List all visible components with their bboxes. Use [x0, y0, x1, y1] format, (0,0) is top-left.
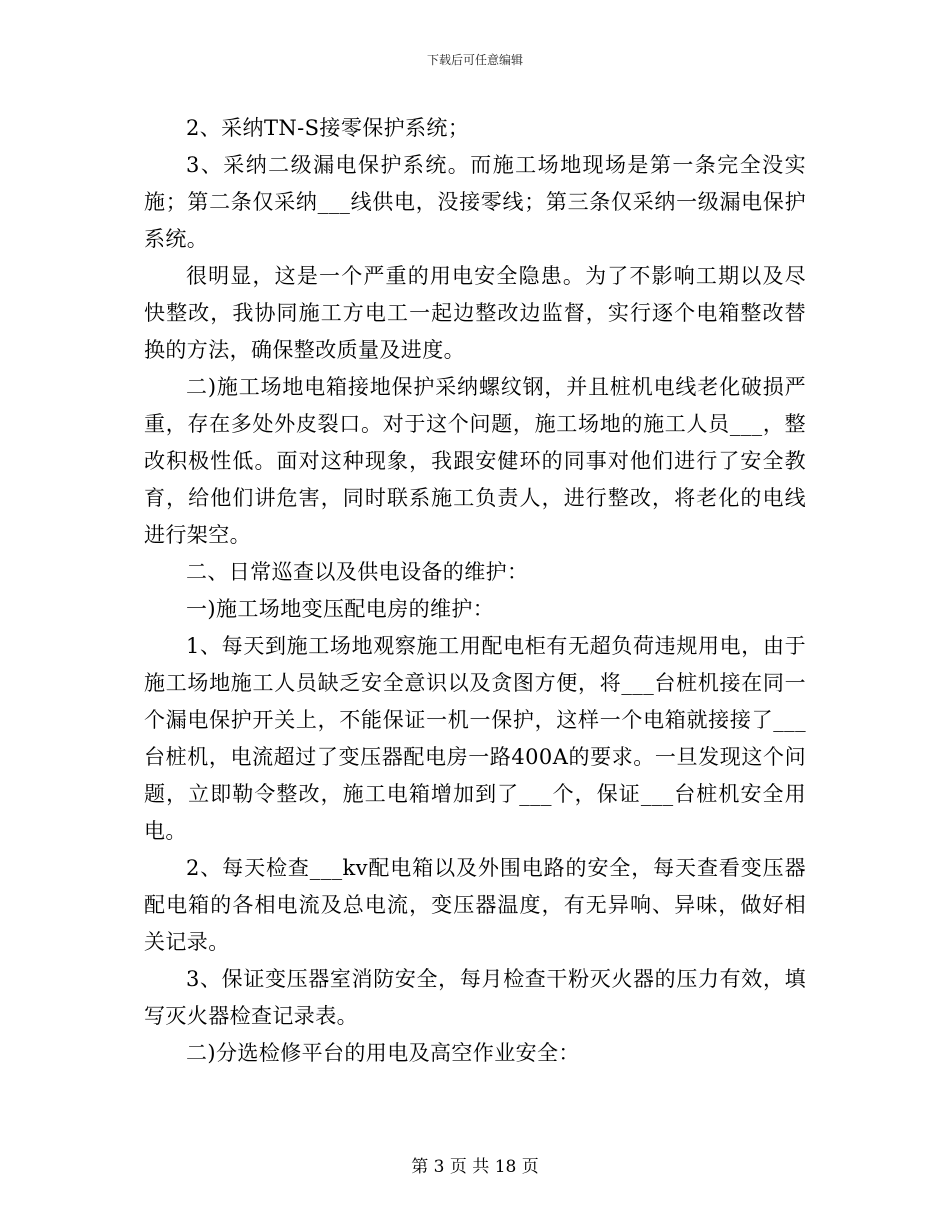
paragraph-kv-check: 2、每天检查___kv配电箱以及外围电路的安全，每天查看变压器配电箱的各相电流及总电流，变压器温度，有无异响、异味，做好相关记录。	[144, 856, 806, 954]
paragraph-safety-hazard: 很明显，这是一个严重的用电安全隐患。为了不影响工期以及尽快整改，我协同施工方电工一起边整改边监督，实行逐个电箱整改替换的方法，确保整改质量及进度。	[144, 264, 806, 362]
section-heading-daily-inspection: 二、日常巡查以及供电设备的维护：	[186, 560, 529, 584]
paragraph-overload-check: 1、每天到施工场地观察施工用配电柜有无超负荷违规用电，由于施工场地施工人员缺乏安全意识以及贪图方便，将___台桩机接在同一个漏电保护开关上，不能保证一机一保护，这样一个电箱就接接了___台桩机，电流超过了变压器配电房一路400A的要求。一旦发现这个问题，立即勒令整改，施工电箱增加到了___个，保证___台桩机安全用电。	[144, 634, 806, 843]
paragraph-fire-safety: 3、保证变压器室消防安全，每月检查干粉灭火器的压力有效，填写灭火器检查记录表。	[144, 967, 806, 1028]
page-number: 第 3 页 共 18 页	[411, 1157, 539, 1177]
document-body	[144, 110, 806, 1072]
page-header-note: 下载后可任意编辑	[426, 53, 523, 67]
subsection-heading-substation: 一)施工场地变压配电房的维护：	[186, 597, 495, 621]
paragraph-grounding: 二)施工场地电箱接地保护采纳螺纹钢，并且桩机电线老化破损严重，存在多处外皮裂口。对于这个问题，施工场地的施工人员___，整改积极性低。面对这种现象，我跟安健环的同事对他们进行了安全教育，给他们讲危害，同时联系施工负责人，进行整改，将老化的电线进行架空。	[144, 375, 806, 547]
paragraph-tn-s: 2、采纳TN-S接零保护系统；	[186, 116, 470, 140]
subsection-heading-platform: 二)分选检修平台的用电及高空作业安全：	[186, 1041, 580, 1065]
paragraph-leakage-protection: 3、采纳二级漏电保护系统。而施工场地现场是第一条完全没实施；第二条仅采纳___线供电，没接零线；第三条仅采纳一级漏电保护系统。	[144, 153, 806, 251]
